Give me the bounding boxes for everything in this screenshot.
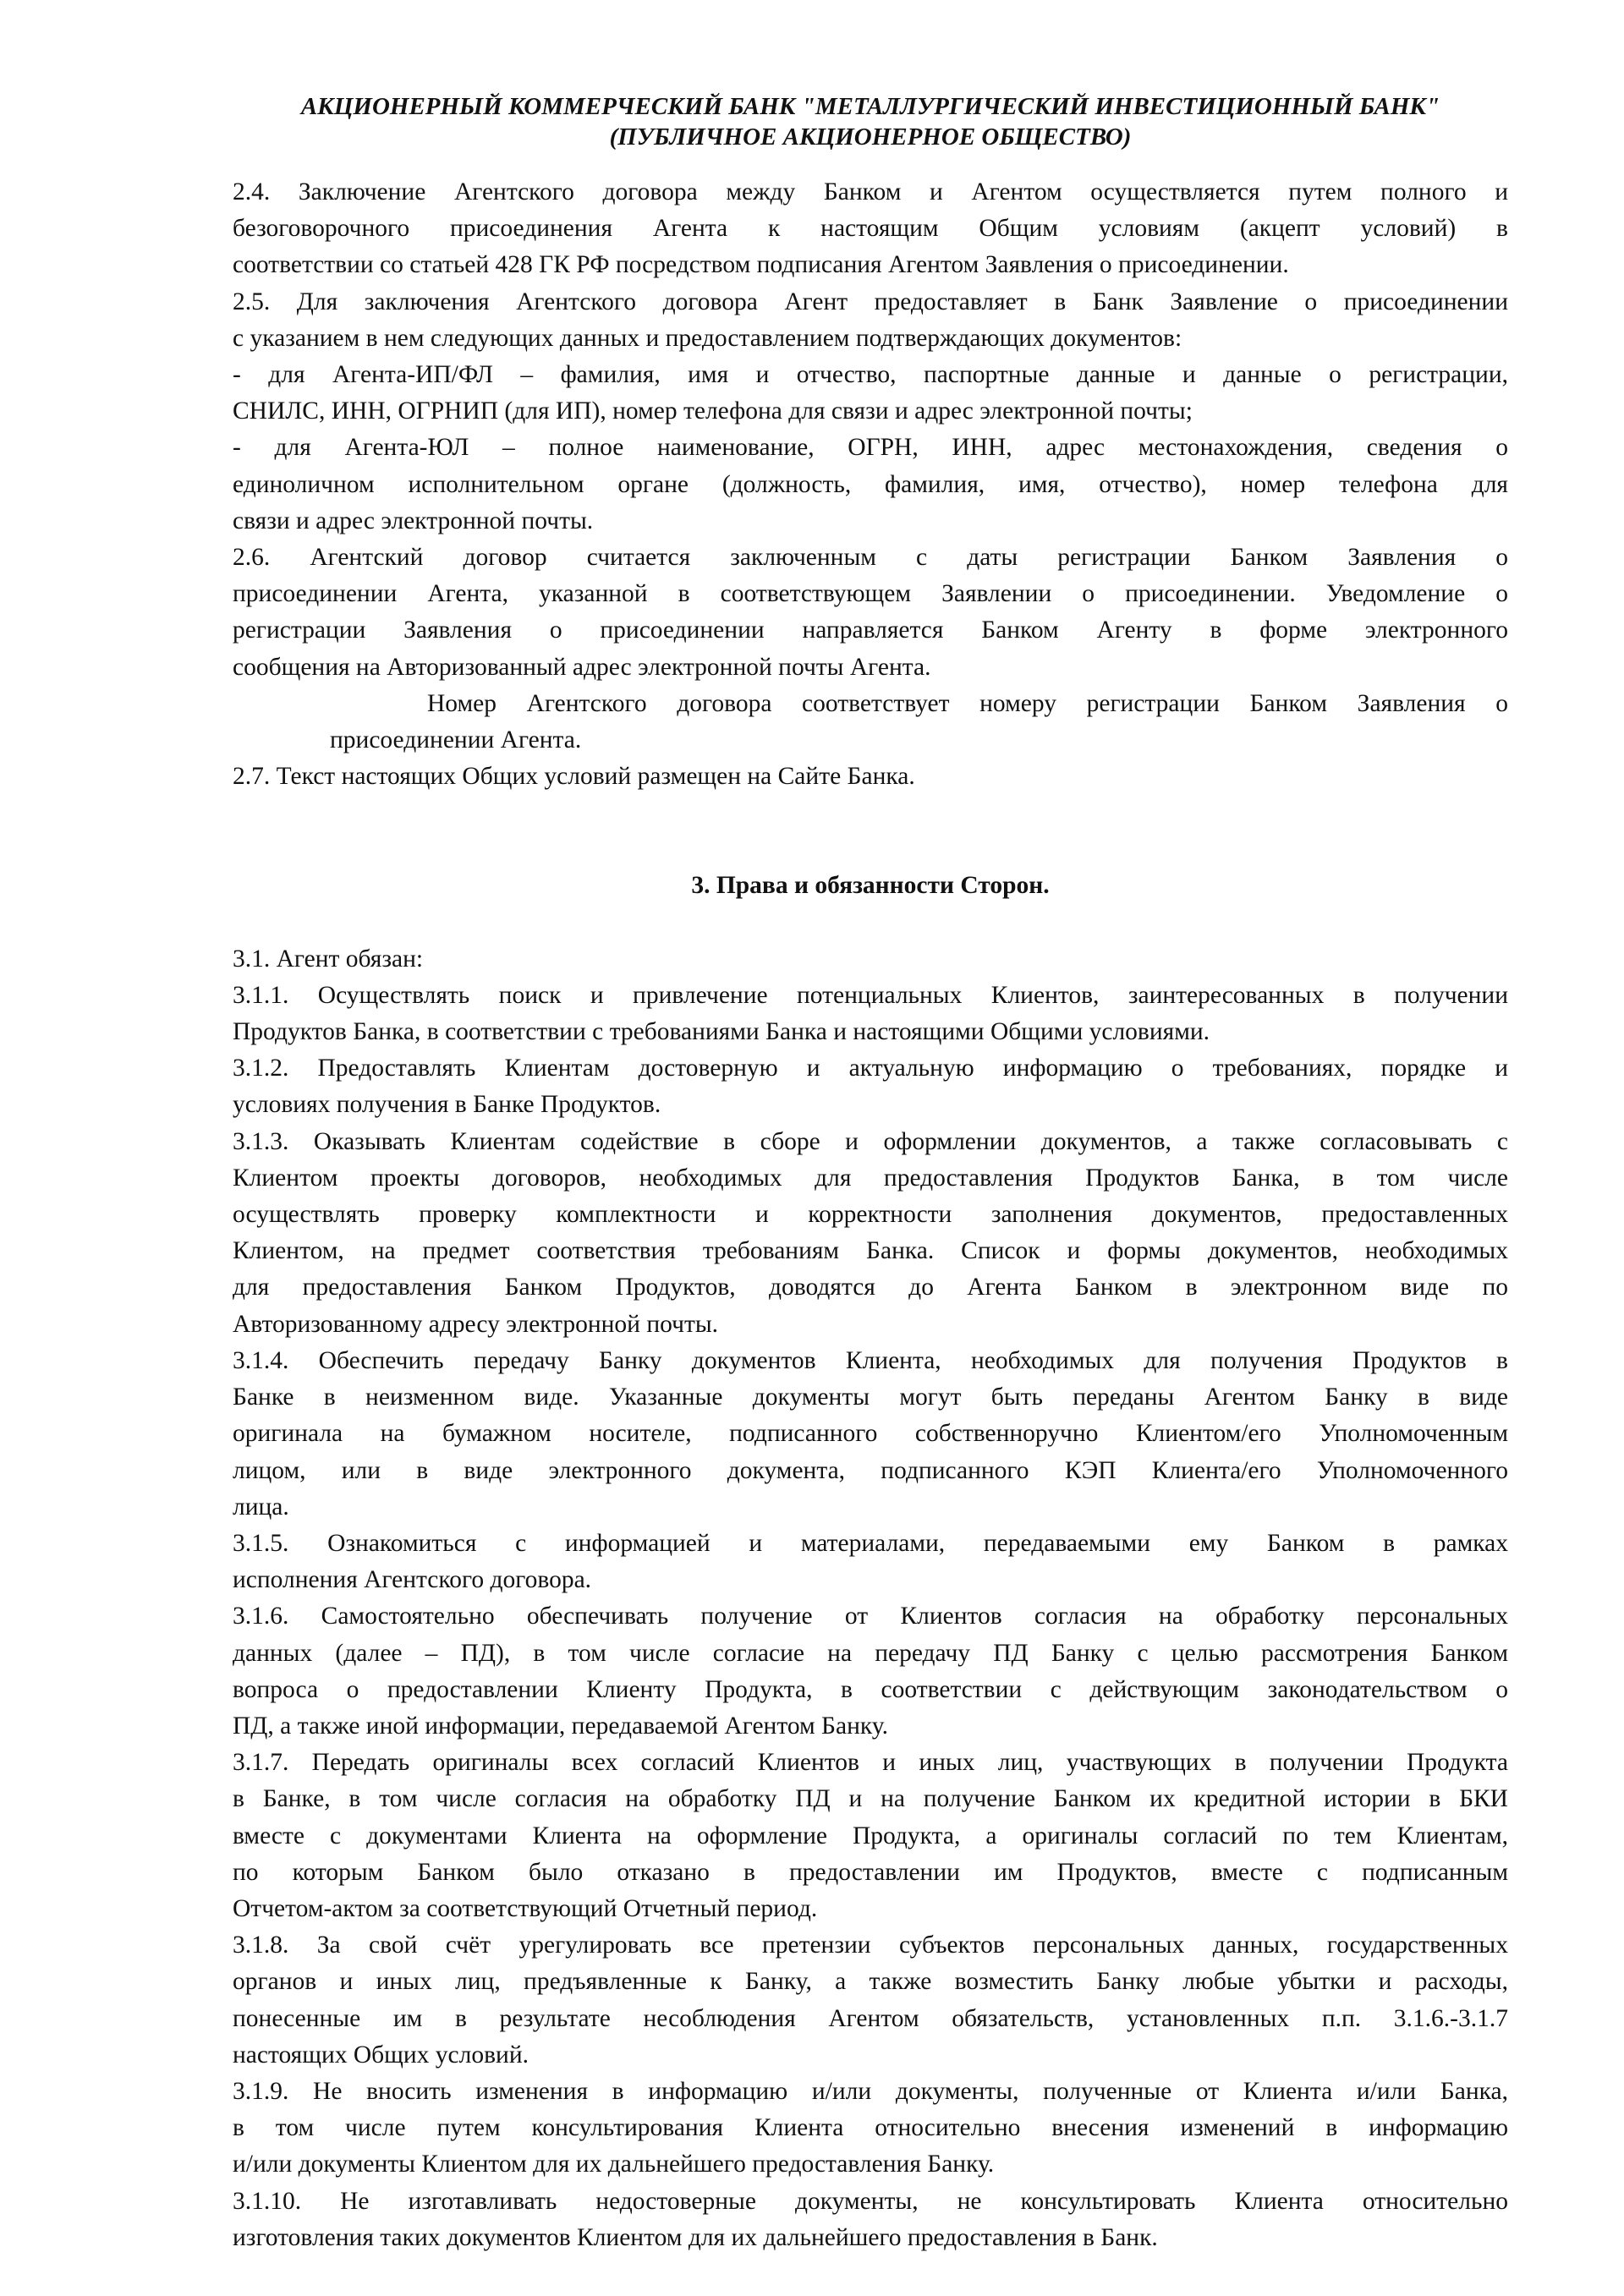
text-line: сообщения на Авторизованный адрес электронной почты Агента. (233, 653, 931, 681)
text-line: вместе с документами Клиента на оформление Продукта, а оригиналы согласий по тем Клиентам, (233, 1822, 1508, 1849)
text-line: изготовления таких документов Клиентом для их дальнейшего предоставления в Банк. (233, 2223, 1158, 2251)
text-line: 2.6. Агентский договор считается заключенным с даты регистрации Банком Заявления о (233, 544, 1508, 572)
paragraph-2-6-number (233, 686, 1508, 759)
paragraph-3-1 (233, 941, 1508, 978)
paragraph-3-1-5 (233, 1526, 1508, 1598)
text-line: и/или документы Клиентом для их дальнейшего предоставления Банку. (233, 2151, 995, 2178)
text-line: 3.1.4. Обеспечить передачу Банку документов Клиента, необходимых для получения Продуктов в (233, 1346, 1508, 1374)
paragraph-3-1-8 (233, 1927, 1508, 2074)
text-line: СНИЛС, ИНН, ОГРНИП (для ИП), номер телефона для связи и адрес электронной почты; (233, 397, 1193, 425)
text-line: исполнения Агентского договора. (233, 1566, 592, 1594)
paragraph-3-1-6 (233, 1598, 1508, 1745)
text-line: Авторизованному адресу электронной почты. (233, 1310, 719, 1338)
text-line: единоличном исполнительном органе (должность, фамилия, имя, отчество), номер телефона для (233, 470, 1508, 498)
text-line: лицом, или в виде электронного документа, подписанного КЭП Клиента/его Уполномоченного (233, 1456, 1508, 1484)
bank-form-line: (ПУБЛИЧНОЕ АКЦИОНЕРНОЕ ОБЩЕСТВО) (609, 123, 1132, 151)
document-body (233, 174, 1508, 2256)
text-line: лица. (233, 1493, 289, 1521)
text-line: 3.1.6. Самостоятельно обеспечивать получение от Клиентов согласия на обработку персональных (233, 1603, 1508, 1630)
text-line: - для Агента-ЮЛ – полное наименование, ОГРН, ИНН, адрес местонахождения, сведения о (233, 434, 1508, 462)
text-line: связи и адрес электронной почты. (233, 507, 594, 534)
text-line: 3.1.2. Предоставлять Клиентам достоверную и актуальную информацию о требованиях, порядке и (233, 1055, 1508, 1082)
document-header (233, 91, 1508, 152)
paragraph-3-1-1 (233, 978, 1508, 1050)
text-line: Отчетом-актом за соответствующий Отчетный период. (233, 1894, 818, 1922)
text-line: регистрации Заявления о присоединении направляется Банком Агенту в форме электронного (233, 616, 1508, 644)
text-line: соответствии со статьей 428 ГК РФ посредством подписания Агентом Заявления о присоединении. (233, 251, 1289, 279)
text-line: вопроса о предоставлении Клиенту Продукта, в соответствии с действующим законодательством о (233, 1675, 1508, 1703)
text-line: осуществлять проверку комплектности и корректности заполнения документов, предоставленных (233, 1201, 1508, 1229)
text-line: для предоставления Банком Продуктов, доводятся до Агента Банком в электронном виде по (233, 1274, 1508, 1301)
paragraph-3-1-3 (233, 1124, 1508, 1343)
text-line: условиях получения в Банке Продуктов. (233, 1091, 661, 1119)
text-line: 3.1.5. Ознакомиться с информацией и материалами, передаваемыми ему Банком в рамках (233, 1529, 1508, 1557)
text-line: с указанием в нем следующих данных и предоставлением подтверждающих документов: (233, 324, 1182, 352)
paragraph-3-1-2 (233, 1050, 1508, 1123)
paragraph-2-7 (233, 759, 1508, 795)
text-line: 3.1.1. Осуществлять поиск и привлечение потенциальных Клиентов, заинтересованных в получении (233, 981, 1508, 1009)
text-line: Клиентом проекты договоров, необходимых для предоставления Продуктов Банка, в том числе (233, 1164, 1508, 1192)
text-line: ПД, а также иной информации, передаваемой Агентом Банку. (233, 1712, 888, 1740)
text-line: 3.1.8. За свой счёт урегулировать все претензии субъектов персональных данных, государственных (233, 1932, 1508, 1959)
text-line: настоящих Общих условий. (233, 2041, 529, 2069)
text-line: данных (далее – ПД), в том числе согласие на передачу ПД Банку с целью рассмотрения Банком (233, 1639, 1508, 1667)
paragraph-3-1-10 (233, 2184, 1508, 2256)
text-line: 3.1.7. Передать оригиналы всех согласий Клиентов и иных лиц, участвующих в получении Продукта (233, 1749, 1508, 1777)
text-line: безоговорочного присоединения Агента к настоящим Общим условиям (акцепт условий) в (233, 215, 1508, 243)
text-line: 3.1. Агент обязан: (233, 945, 424, 973)
text-line: Клиентом, на предмет соответствия требованиям Банка. Список и формы документов, необходимых (233, 1237, 1508, 1265)
paragraph-3-1-4 (233, 1343, 1508, 1526)
text-line: в Банке, в том числе согласия на обработку ПД и на получение Банком их кредитной истории в БКИ (233, 1785, 1508, 1813)
text-line: Номер Агентского договора соответствует номеру регистрации Банком Заявления о (427, 689, 1508, 717)
text-line: 3.1.3. Оказывать Клиентам содействие в сборе и оформлении документов, а также согласовывать с (233, 1127, 1508, 1155)
text-line: Банке в неизменном виде. Указанные документы могут быть переданы Агентом Банку в виде (233, 1384, 1508, 1411)
text-line: оригинала на бумажном носителе, подписанного собственноручно Клиентом/его Уполномоченным (233, 1420, 1508, 1448)
text-line: 2.4. Заключение Агентского договора между Банком и Агентом осуществляется путем полного и (233, 178, 1508, 205)
text-line: 2.7. Текст настоящих Общих условий размещен на Сайте Банка. (233, 763, 915, 791)
document-page (233, 91, 1508, 2256)
text-line: 2.5. Для заключения Агентского договора Агент предоставляет в Банк Заявление о присоединении (233, 288, 1508, 315)
text-line: органов и иных лиц, предъявленные к Банку, а также возместить Банку любые убытки и расходы, (233, 1968, 1508, 1996)
bank-name-line: АКЦИОНЕРНЫЙ КОММЕРЧЕСКИЙ БАНК "МЕТАЛЛУРГИЧЕСКИЙ ИНВЕСТИЦИОННЫЙ БАНК" (300, 93, 1440, 120)
text-line: 3.1.10. Не изготавливать недостоверные документы, не консультировать Клиента относительно (233, 2187, 1508, 2215)
paragraph-3-1-9 (233, 2074, 1508, 2184)
section-2-content (233, 174, 1508, 795)
text-line: в том числе путем консультирования Клиента относительно внесения изменений в информацию (233, 2114, 1508, 2142)
text-line: присоединении Агента, указанной в соответствующем Заявлении о присоединении. Уведомление о (233, 580, 1508, 608)
paragraph-2-5-ul (233, 430, 1508, 540)
text-line: понесенные им в результате несоблюдения Агентом обязательств, установленных п.п. 3.1.6.-3.1.7 (233, 2004, 1508, 2032)
paragraph-2-6 (233, 540, 1508, 686)
text-line: - для Агента-ИП/ФЛ – фамилия, имя и отчество, паспортные данные и данные о регистрации, (233, 361, 1508, 389)
paragraph-3-1-7 (233, 1745, 1508, 1927)
text-line: Продуктов Банка, в соответствии с требованиями Банка и настоящими Общими условиями. (233, 1018, 1210, 1046)
paragraph-2-5-ip (233, 357, 1508, 430)
section-3-content (233, 941, 1508, 2256)
text-line: по которым Банком было отказано в предоставлении им Продуктов, вместе с подписанным (233, 1858, 1508, 1886)
paragraph-2-4 (233, 174, 1508, 284)
section-3-title: 3. Права и обязанности Сторон. (691, 872, 1050, 900)
text-line: присоединении Агента. (330, 726, 582, 754)
text-line: 3.1.9. Не вносить изменения в информацию и/или документы, полученные от Клиента и/или Банка, (233, 2077, 1508, 2105)
paragraph-2-5 (233, 284, 1508, 357)
